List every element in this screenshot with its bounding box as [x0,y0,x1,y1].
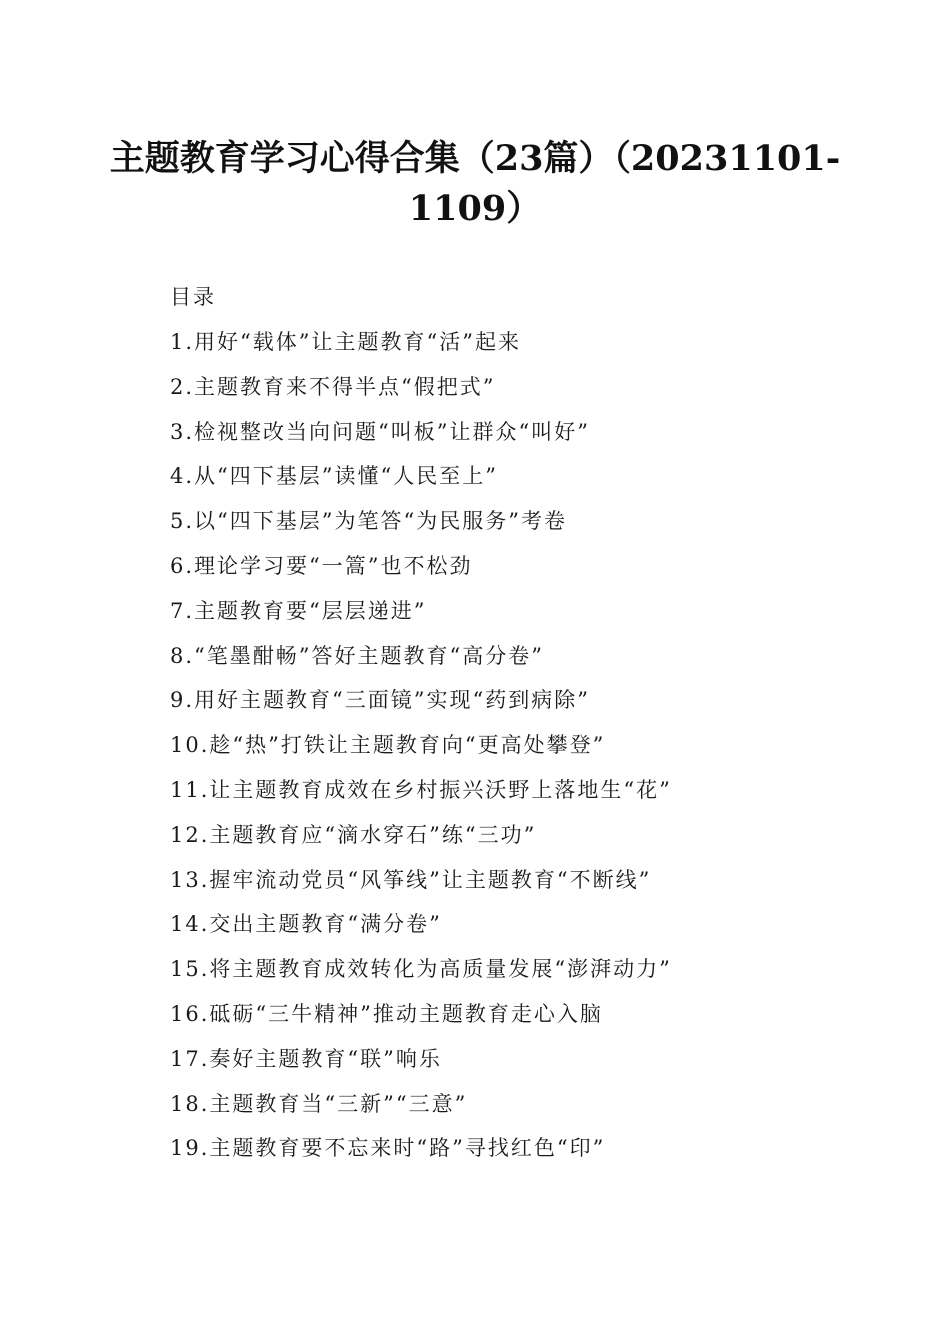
toc-item[interactable]: 19.主题教育要不忘来时“路”寻找红色“印” [170,1136,606,1161]
toc-item[interactable]: 6.理论学习要“一篙”也不松劲 [170,553,473,578]
table-of-contents [170,275,870,1171]
toc-list [170,320,870,1171]
toc-item[interactable]: 16.砥砺“三牛精神”推动主题教育走心入脑 [170,1001,603,1026]
toc-item[interactable]: 12.主题教育应“滴水穿石”练“三功” [170,822,537,847]
toc-item[interactable]: 11.让主题教育成效在乡村振兴沃野上落地生“花” [170,777,672,802]
toc-item[interactable]: 7.主题教育要“层层递进” [170,598,427,623]
toc-item[interactable]: 3.检视整改当向问题“叫板”让群众“叫好” [170,419,590,444]
toc-item[interactable]: 10.趁“热”打铁让主题教育向“更高处攀登” [170,733,606,758]
toc-item[interactable]: 13.握牢流动党员“风筝线”让主题教育“不断线” [170,867,652,892]
toc-item[interactable]: 9.用好主题教育“三面镜”实现“药到病除” [170,688,590,713]
document-title: 主题教育学习心得合集（23篇）（20231101-1109） [109,138,841,229]
toc-item[interactable]: 4.从“四下基层”读懂“人民至上” [170,464,498,489]
toc-item[interactable]: 5.以“四下基层”为笔答“为民服务”考卷 [170,509,567,534]
toc-heading: 目录 [170,285,216,309]
toc-item[interactable]: 17.奏好主题教育“联”响乐 [170,1046,442,1071]
toc-item[interactable]: 1.用好“载体”让主题教育“活”起来 [170,330,521,354]
toc-item[interactable]: 8.“笔墨酣畅”答好主题教育“高分卷” [170,643,544,668]
toc-item[interactable]: 14.交出主题教育“满分卷” [170,912,442,937]
toc-item[interactable]: 2.主题教育来不得半点“假把式” [170,374,496,399]
toc-item[interactable]: 18.主题教育当“三新”“三意” [170,1091,468,1116]
toc-item[interactable]: 15.将主题教育成效转化为高质量发展“澎湃动力” [170,957,672,982]
